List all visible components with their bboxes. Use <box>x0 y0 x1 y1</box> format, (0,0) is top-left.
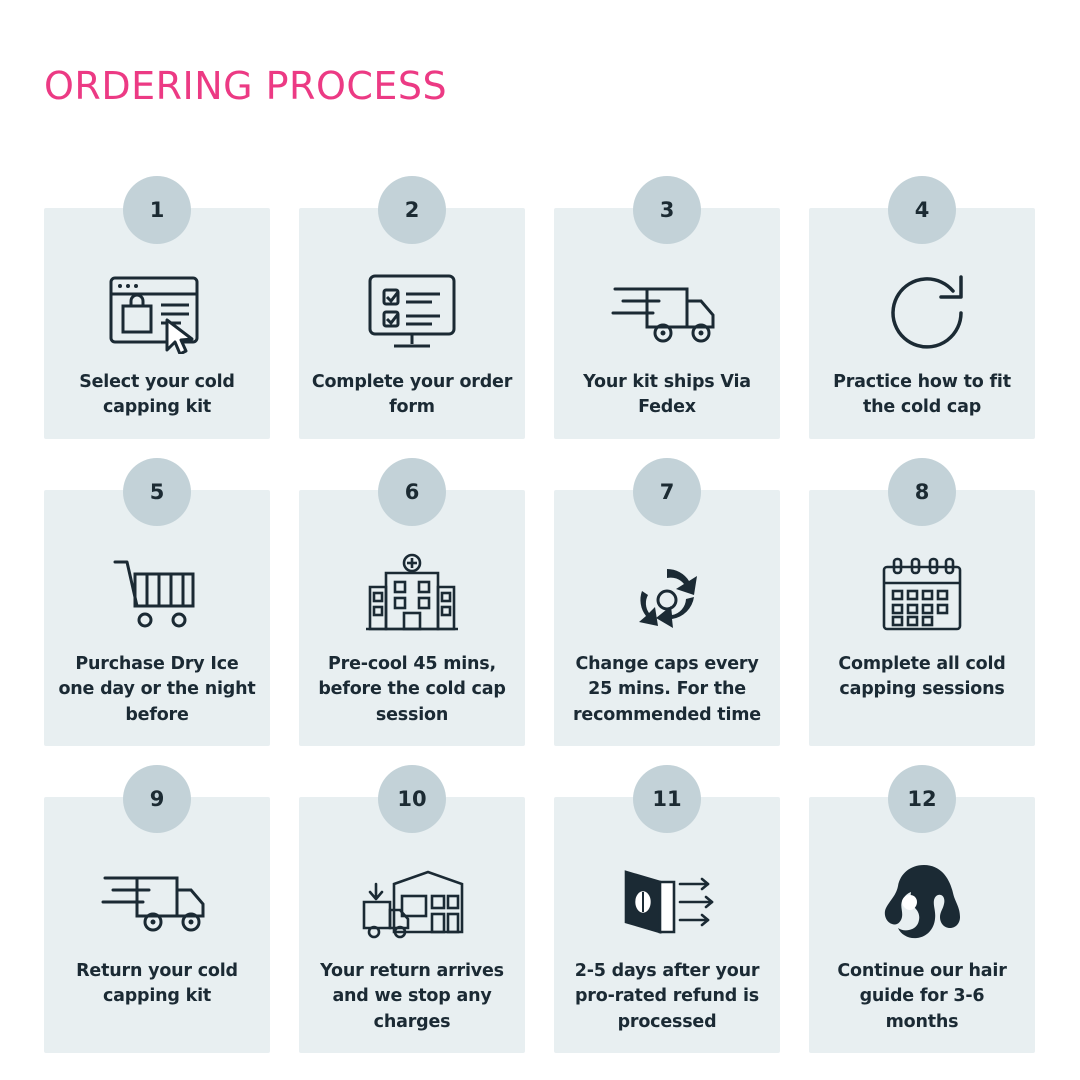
step-card-1 <box>44 198 270 439</box>
step-number-badge: 2 <box>378 176 446 244</box>
step-card-6 <box>299 479 525 746</box>
step-number-badge: 9 <box>123 765 191 833</box>
step-number-badge: 10 <box>378 765 446 833</box>
woman-hair-icon <box>872 859 972 945</box>
refund-money-icon <box>612 859 722 945</box>
steps-grid <box>44 198 1036 1053</box>
delivery-truck-icon <box>609 270 725 356</box>
step-card-3 <box>554 198 780 439</box>
step-number-badge: 1 <box>123 176 191 244</box>
step-caption: Return your cold capping kit <box>76 960 238 1007</box>
circular-arrow-refresh-icon <box>875 270 969 356</box>
step-card-11 <box>554 786 780 1053</box>
step-caption: Your kit ships Via Fedex <box>583 372 751 418</box>
hospital-building-icon <box>362 552 462 638</box>
step-number-badge: 6 <box>378 458 446 526</box>
step-caption: Purchase Dry Ice one day or the night before <box>58 653 256 725</box>
online-store-click-icon <box>105 270 209 356</box>
step-card-4 <box>809 198 1035 439</box>
step-caption: 2-5 days after your pro-rated refund is processed <box>574 960 760 1032</box>
step-card-8 <box>809 479 1035 746</box>
step-card-5 <box>44 479 270 746</box>
step-number-badge: 7 <box>633 458 701 526</box>
page-title: ORDERING PROCESS <box>44 64 448 108</box>
warehouse-truck-icon <box>356 859 468 945</box>
step-caption: Continue our hair guide for 3-6 months <box>837 960 1007 1032</box>
step-caption: Complete your order form <box>311 372 513 418</box>
step-number-badge: 3 <box>633 176 701 244</box>
order-form-monitor-icon <box>360 270 464 356</box>
step-caption: Select your cold capping kit <box>79 372 235 418</box>
step-caption: Complete all cold capping sessions <box>838 653 1006 700</box>
step-number-badge: 5 <box>123 458 191 526</box>
step-number-badge: 11 <box>633 765 701 833</box>
step-caption: Change caps every 25 mins. For the recommended time <box>573 653 761 725</box>
step-card-12 <box>809 786 1035 1053</box>
step-number-badge: 12 <box>888 765 956 833</box>
step-caption: Your return arrives and we stop any charges <box>320 960 504 1032</box>
step-number-badge: 4 <box>888 176 956 244</box>
step-caption: Pre-cool 45 mins, before the cold cap session <box>318 653 506 725</box>
step-card-10 <box>299 786 525 1053</box>
shopping-cart-icon <box>105 552 209 638</box>
step-card-7 <box>554 479 780 746</box>
delivery-truck-icon <box>99 859 215 945</box>
step-caption: Practice how to fit the cold cap <box>833 372 1011 418</box>
calendar-icon <box>872 552 972 638</box>
recycle-arrows-icon <box>620 552 714 638</box>
step-card-9 <box>44 786 270 1053</box>
step-card-2 <box>299 198 525 439</box>
step-number-badge: 8 <box>888 458 956 526</box>
